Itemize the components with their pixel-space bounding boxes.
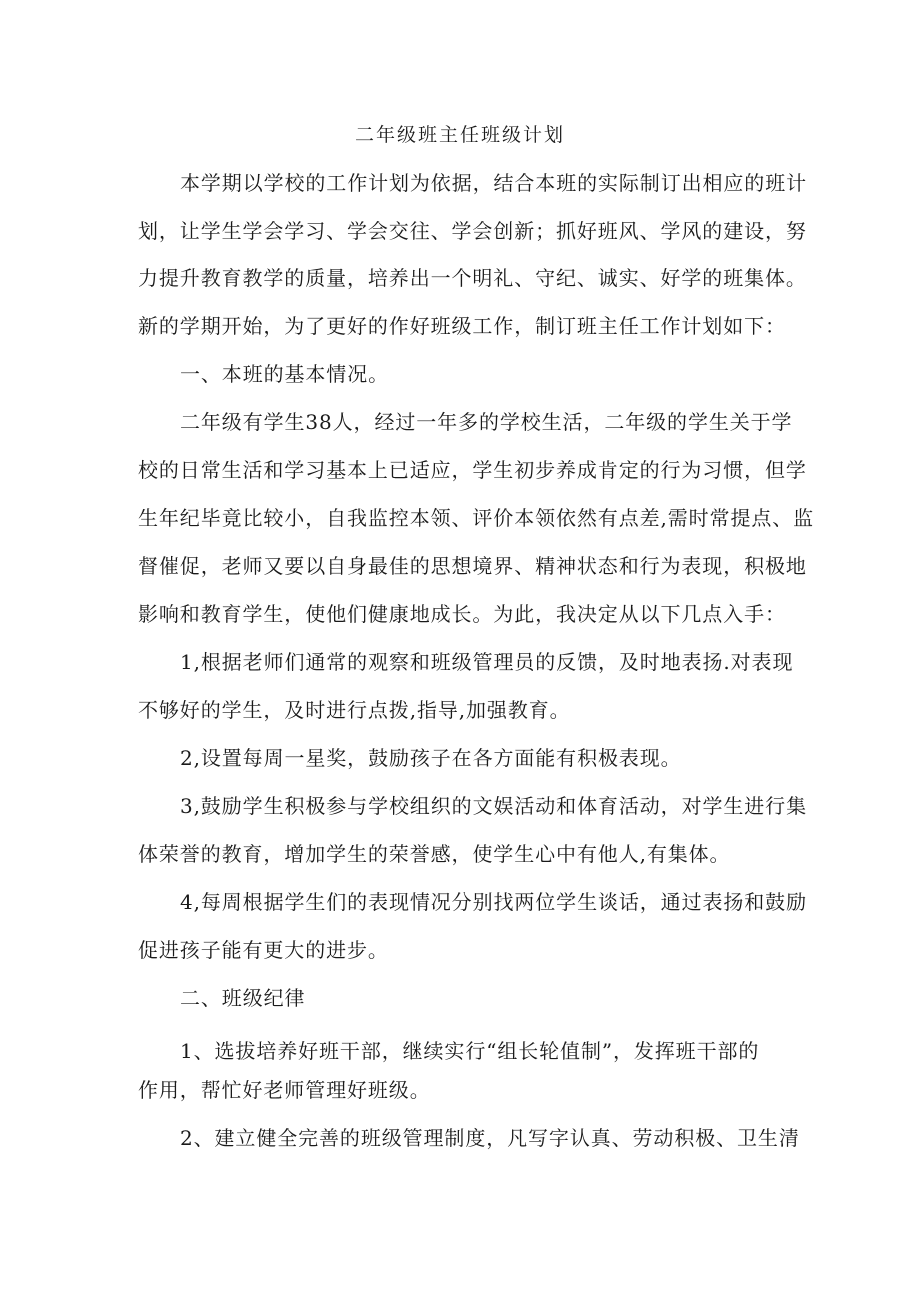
list-item-line: 2,设置每周一星奖，鼓励孩子在各方面能有积极表现。 bbox=[180, 746, 682, 770]
paragraph-line: 影响和教育学生，使他们健康地成长。为此，我决定从以下几点入手： bbox=[138, 602, 786, 626]
list-item-line: 促进孩子能有更大的进步。 bbox=[138, 938, 389, 962]
section-heading: 二、班级纪律 bbox=[180, 986, 306, 1010]
list-item-line: 4,每周根据学生们的表现情况分别找两位学生谈话，通过表扬和鼓励 bbox=[180, 890, 807, 914]
document-title: 二年级班主任班级计划 bbox=[354, 124, 565, 146]
paragraph-line: 校的日常生活和学习基本上已适应，学生初步养成肯定的行为习惯，但学 bbox=[138, 458, 807, 482]
list-item-line: 体荣誉的教育，增加学生的荣誉感，使学生心中有他人,有集体。 bbox=[138, 842, 731, 866]
paragraph-line: 新的学期开始，为了更好的作好班级工作，制订班主任工作计划如下： bbox=[138, 314, 786, 338]
list-item-line: 作用，帮忙好老师管理好班级。 bbox=[138, 1078, 431, 1102]
list-item-line: 2、建立健全完善的班级管理制度，凡写字认真、劳动积极、卫生清 bbox=[180, 1126, 800, 1150]
paragraph-line: 生年纪毕竟比较小，自我监控本领、评价本领依然有点差,需时常提点、监 bbox=[138, 506, 815, 530]
paragraph-line: 划，让学生学会学习、学会交往、学会创新；抓好班风、学风的建设，努 bbox=[138, 219, 807, 243]
list-item-line: 1、选拔培养好班干部，继续实行“组长轮值制”，发挥班干部的 bbox=[180, 1039, 760, 1063]
paragraph-line: 二年级有学生38人，经过一年多的学校生活，二年级的学生关于学 bbox=[180, 410, 793, 434]
paragraph-line: 力提升教育教学的质量，培养出一个明礼、守纪、诚实、好学的班集体。 bbox=[138, 266, 807, 290]
list-item-line: 不够好的学生，及时进行点拨,指导,加强教育。 bbox=[138, 698, 571, 722]
section-heading: 一、本班的基本情况。 bbox=[180, 362, 389, 386]
paragraph-line: 督催促，老师又要以自身最佳的思想境界、精神状态和行为表现，积极地 bbox=[138, 554, 807, 578]
list-item-line: 1,根据老师们通常的观察和班级管理员的反馈，及时地表扬.对表现 bbox=[180, 650, 794, 674]
list-item-line: 3,鼓励学生积极参与学校组织的文娱活动和体育活动，对学生进行集 bbox=[180, 794, 807, 818]
paragraph-line: 本学期以学校的工作计划为依据，结合本班的实际制订出相应的班计 bbox=[180, 171, 807, 195]
